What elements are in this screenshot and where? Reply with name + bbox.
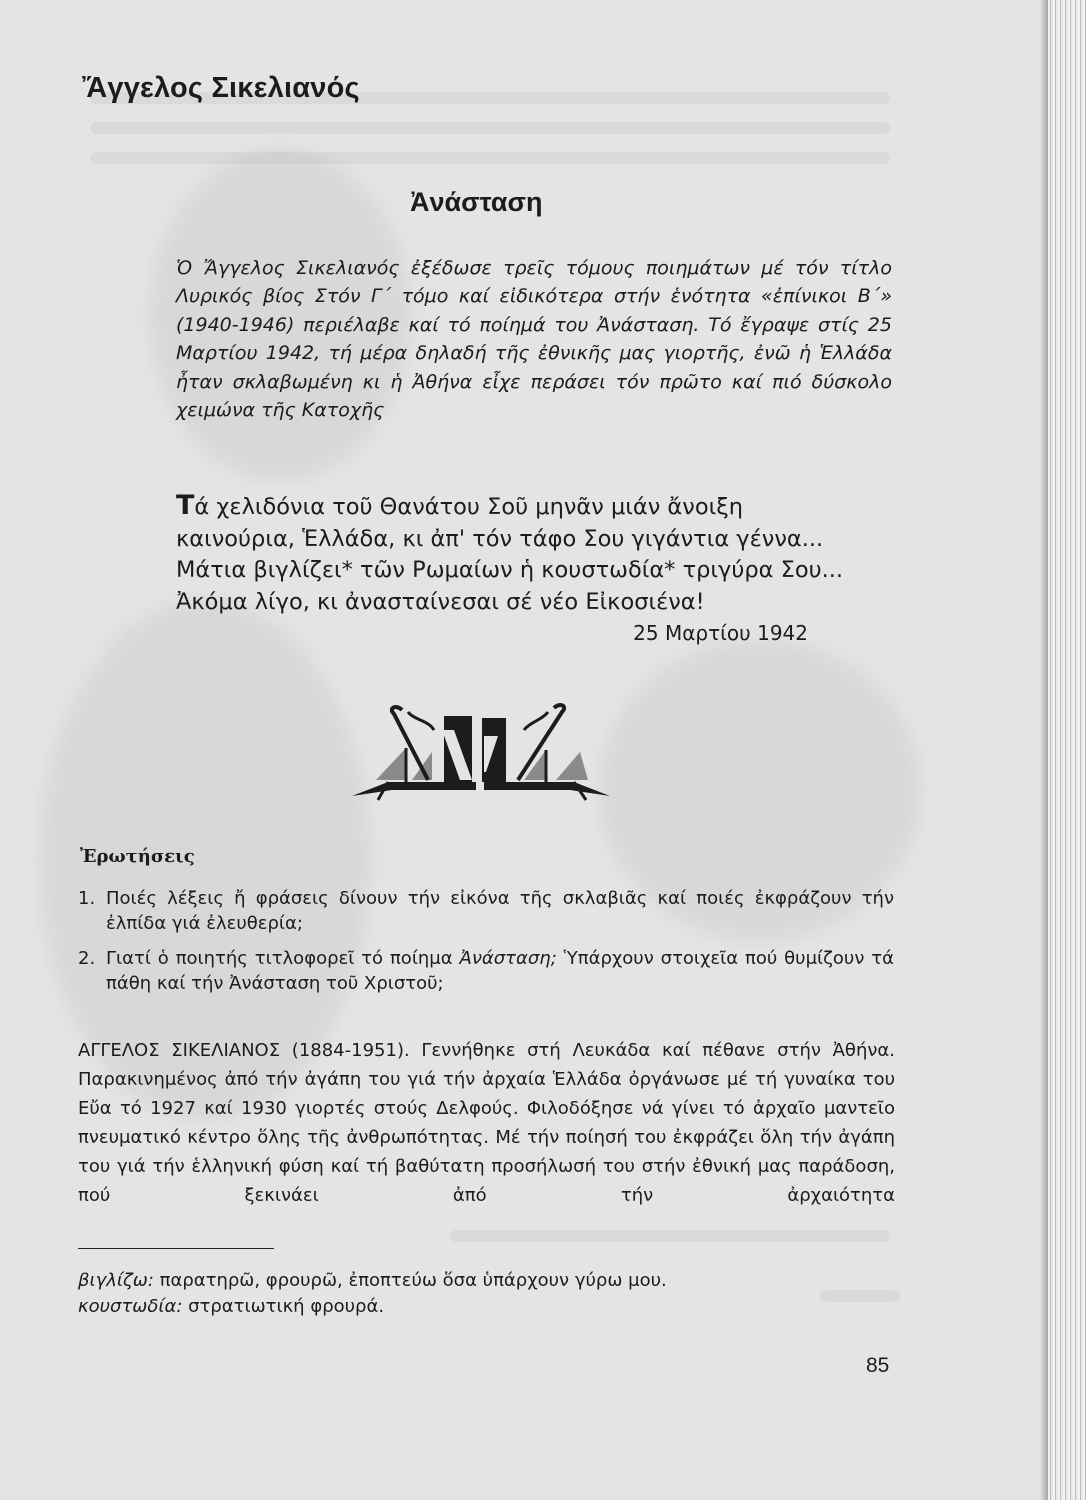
- footnote-term: βιγλίζω:: [78, 1270, 154, 1291]
- footnotes: [78, 1268, 898, 1320]
- footnote-definition: παρατηρῶ, φρουρῶ, ἐποπτεύω ὅσα ὑπάρχουν γύρω μου.: [153, 1270, 667, 1291]
- poem-line-4: Ἀκόμα λίγο, κι ἀνασταίνεσαι σέ νέο Εἰκοσιένα!: [176, 588, 705, 615]
- poem-title: Ἀνάσταση: [410, 187, 543, 217]
- page-stack-edge: [1048, 0, 1086, 1500]
- poem-line-2: καινούρια, Ἑλλάδα, κι ἀπ' τόν τάφο Σου γιγάντια γέννα...: [176, 525, 824, 552]
- questions-list: [78, 886, 894, 1006]
- question-number: 1.: [78, 888, 96, 909]
- poem-body: [176, 490, 896, 650]
- question-text-continued: Ὑπάρχουν στοιχεῖα πού θυμίζουν τά πάθη καί τήν Ἀνάσταση τοῦ Χριστοῦ;: [106, 948, 894, 994]
- show-through-text: [90, 152, 890, 164]
- question-number: 2.: [78, 948, 96, 969]
- poem-line-1-text: ά χελιδόνια τοῦ Θανάτου Σοῦ μηνᾶν μιάν ἄνοιξη: [194, 494, 744, 520]
- footnote-item: [78, 1294, 898, 1320]
- footnote-divider: [78, 1248, 274, 1249]
- footnote-definition: στρατιωτική φρουρά.: [182, 1296, 385, 1317]
- poem-line-1: [176, 490, 896, 524]
- question-text: Γιατί ὁ ποιητής τιτλοφορεῖ τό ποίημα: [106, 948, 460, 969]
- show-through-text: [90, 122, 890, 134]
- question-item: [78, 946, 894, 996]
- footnote-item: [78, 1268, 898, 1294]
- footnote-term: κουστωδία:: [78, 1296, 183, 1317]
- show-through-text: [450, 1230, 890, 1242]
- author-heading: Ἄγγελος Σικελιανός: [82, 72, 360, 104]
- question-item: [78, 886, 894, 936]
- question-italic-title: Ἀνάσταση;: [459, 948, 557, 969]
- intro-paragraph: Ὁ Ἄγγελος Σικελιανός ἐξέδωσε τρεῖς τόμους ποιημάτων μέ τόν τίτλο Λυρικός βίος Στόν Γ΄ τόμο καί εἰδικότερα στήν ἑνότητα «ἐπίνικοι Β΄» (1940-1946) περιέλαβε καί τό ποίημά του Ἀνάσταση. Τό ἔγραψε στίς 25 Μαρτίου 1942, τή μέρα δηλαδή τῆς ἐθνικῆς μας γιορτῆς, ἐνῶ ἡ Ἑλλάδα ἦταν σκλαβωμένη κι ἡ Ἀθήνα εἶχε περάσει τόν πρῶτο καί πιό δύσκολο χειμώνα τῆς Κατοχῆς: [176, 257, 892, 422]
- poem-line-3: Μάτια βιγλίζει* τῶν Ρωμαίων ἡ κουστωδία* τριγύρα Σου...: [176, 557, 844, 583]
- ornament-icon: [348, 700, 614, 804]
- page-number: 85: [866, 1354, 890, 1377]
- questions-heading: Ἐρωτήσεις: [80, 846, 195, 867]
- poem-date: 25 Μαρτίου 1942: [633, 621, 808, 645]
- question-text: Ποιές λέξεις ἤ φράσεις δίνουν τήν εἰκόνα τῆς σκλαβιᾶς καί ποιές ἐκφράζουν τήν ἐλπίδα γιά ἐλευθερία;: [106, 888, 894, 934]
- biography-paragraph: ΑΓΓΕΛΟΣ ΣΙΚΕΛΙΑΝΟΣ (1884-1951). Γεννήθηκε στή Λευκάδα καί πέθανε στήν Ἀθήνα. Παρακινημένος ἀπό τήν ἀγάπη του γιά τήν ἀρχαία Ἑλλάδα ὀργάνωσε μέ τή γυναίκα του Εὔα τό 1927 καί 1930 γιορτές στούς Δελφούς. Φιλοδόξησε νά γίνει τό ἀρχαῖο μαντεῖο πνευματικό κέντρο ὅλης τῆς ἀνθρωπότητας. Μέ τήν ποίησή του ἐκφράζει ὅλη τήν ἀγάπη του γιά τήν ἑλληνική φύση καί τή βαθύτατη προσήλωσή του στήν ἐθνική μας παράδοση, πού ξεκινάει ἀπό τήν ἀρχαιότητα: [78, 1040, 895, 1206]
- poem-initial-letter: Τ: [176, 490, 195, 521]
